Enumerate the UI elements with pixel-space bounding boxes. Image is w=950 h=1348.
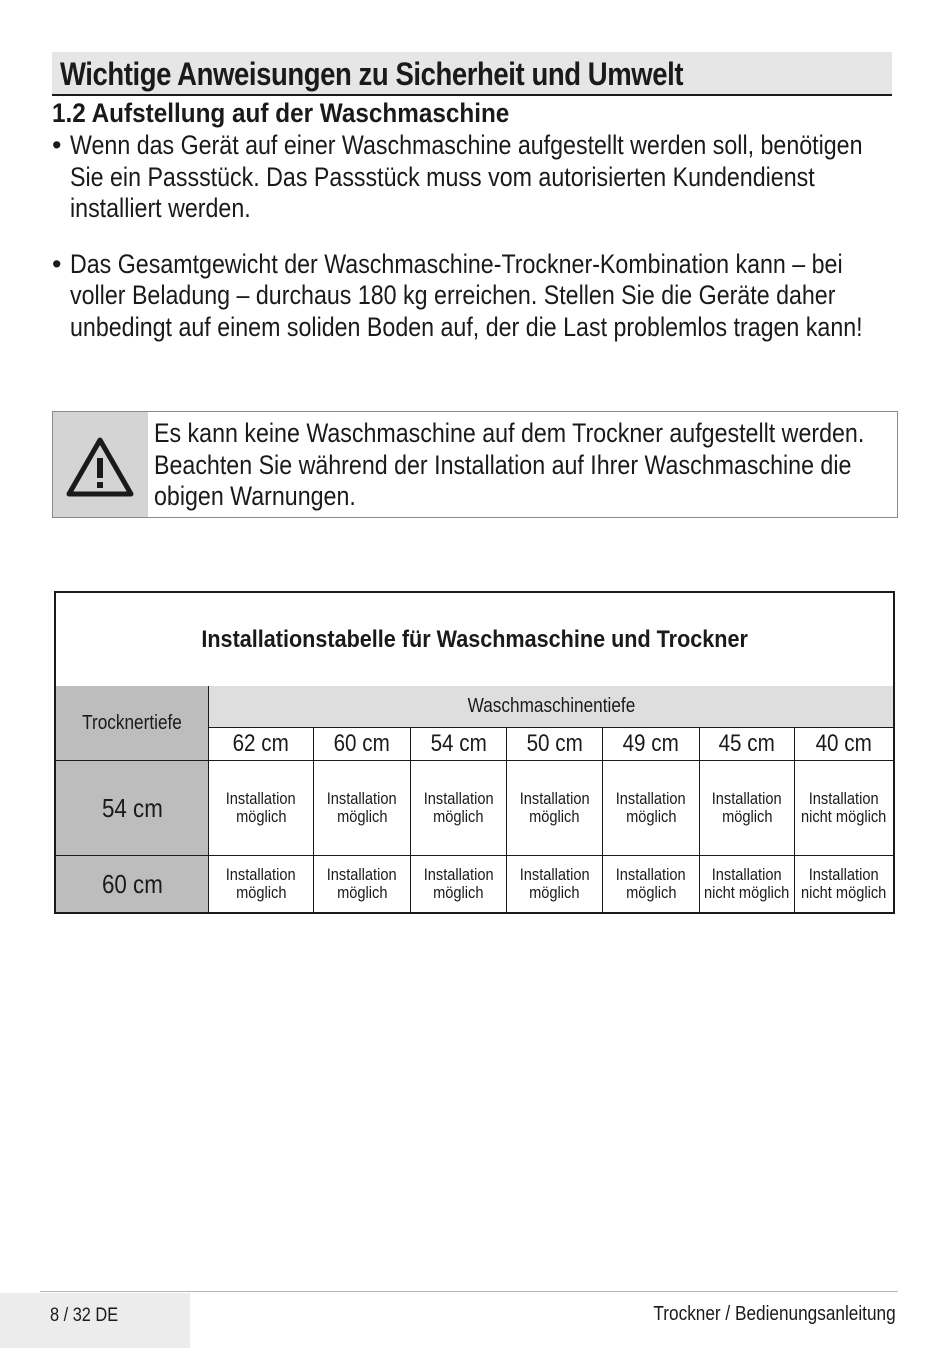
table-cell [794,761,893,856]
cell-line-2: nicht möglich [801,807,887,826]
warning-icon-cell [53,412,148,517]
col-axis-label-text: Waschmaschinentiefe [467,695,635,717]
cell-line-2: nicht möglich [704,883,790,902]
cell-line-2: möglich [235,807,287,826]
table-cell [209,856,313,912]
cell-line-1: Installation [327,865,397,884]
table-cell [506,856,602,912]
bullet-item [52,130,902,225]
cell-line-2: nicht möglich [801,883,887,902]
column-header [410,728,506,761]
cell-line-1: Installation [809,865,879,884]
cell-line-1: Installation [616,789,686,808]
cell-line-2: möglich [433,807,484,826]
column-header-text: 62 cm [232,730,290,757]
footer-page-box [0,1293,190,1348]
cell-line-1: Installation [423,789,494,808]
cell-line-1: Installation [519,789,590,808]
page-number: 8 / 32 DE [50,1305,119,1326]
table-cell [313,761,410,856]
table-title-text: Installationstabelle für Waschmaschine und Trockner [201,625,748,653]
bullet-list [52,130,902,367]
table-cell [410,761,506,856]
column-header-text: 49 cm [622,730,680,757]
cell-line-2: möglich [433,883,484,902]
table-cell [506,761,602,856]
row-axis-label-text: Trocknertiefe [82,711,182,734]
table-cell [410,856,506,912]
column-header-text: 45 cm [718,730,776,757]
cell-line-1: Installation [226,865,296,884]
bullet-dot: • [52,248,62,279]
col-axis-label [209,686,893,728]
table-cell [699,761,794,856]
cell-line-1: Installation [809,789,879,808]
bullet-item [52,249,902,344]
cell-line-2: möglich [625,807,677,826]
column-header-text: 50 cm [526,730,583,757]
cell-line-1: Installation [327,789,397,808]
cell-line-2: möglich [336,883,388,902]
column-header-text: 40 cm [815,730,873,757]
page-header-title: Wichtige Anweisungen zu Sicherheit und Umwelt [60,56,684,92]
installation-table [54,591,895,914]
table-cell [602,856,699,912]
cell-line-2: möglich [529,807,580,826]
column-header [209,728,313,761]
cell-line-1: Installation [712,789,782,808]
table-cell [313,856,410,912]
column-header-text: 54 cm [430,730,487,757]
table-title [56,593,893,688]
cell-line-1: Installation [519,865,590,884]
table-cell [699,856,794,912]
cell-line-1: Installation [712,865,782,884]
footer-divider [40,1291,898,1292]
cell-line-2: möglich [625,883,677,902]
bullet-text: Das Gesamtgewicht der Waschmaschine-Trockner-Kombination kann – bei voller Beladung – durchaus 180 kg erreichen. Stellen Sie die Geräte daher unbedingt auf einem soliden Boden auf, der die Last problemlos tragen kann! [70,248,863,342]
column-header [602,728,699,761]
column-header-text: 60 cm [333,730,391,757]
cell-line-2: möglich [235,883,287,902]
section-title: 1.2 Aufstellung auf der Waschmaschine [52,98,510,128]
row-header-text: 54 cm [101,792,163,823]
bullet-text: Wenn das Gerät auf einer Waschmaschine aufgestellt werden soll, benötigen Sie ein Passstück. Das Passstück muss vom autorisierten Kundendienst installiert werden. [70,130,863,223]
column-header [313,728,410,761]
row-header [56,761,209,856]
footer-doc-title: Trockner / Bedienungsanleitung [653,1303,896,1325]
cell-line-1: Installation [616,865,686,884]
page-header [52,52,892,96]
cell-line-1: Installation [423,865,494,884]
column-header [506,728,602,761]
table-cell [209,761,313,856]
warning-triangle-icon [65,436,135,498]
cell-line-1: Installation [226,789,296,808]
row-header [56,856,209,912]
warning-text: Es kann keine Waschmaschine auf dem Trockner aufgestellt werden. Beachten Sie während der Installation auf Ihrer Waschmaschine die obigen Warnungen. [154,418,865,511]
bullet-dot: • [52,130,62,160]
cell-line-2: möglich [336,807,388,826]
row-axis-label [56,686,209,761]
cell-line-2: möglich [721,807,773,826]
table-cell [794,856,893,912]
column-header [794,728,893,761]
warning-box [52,411,898,518]
table-cell [602,761,699,856]
cell-line-2: möglich [529,883,580,902]
column-header [699,728,794,761]
row-header-text: 60 cm [101,868,163,899]
